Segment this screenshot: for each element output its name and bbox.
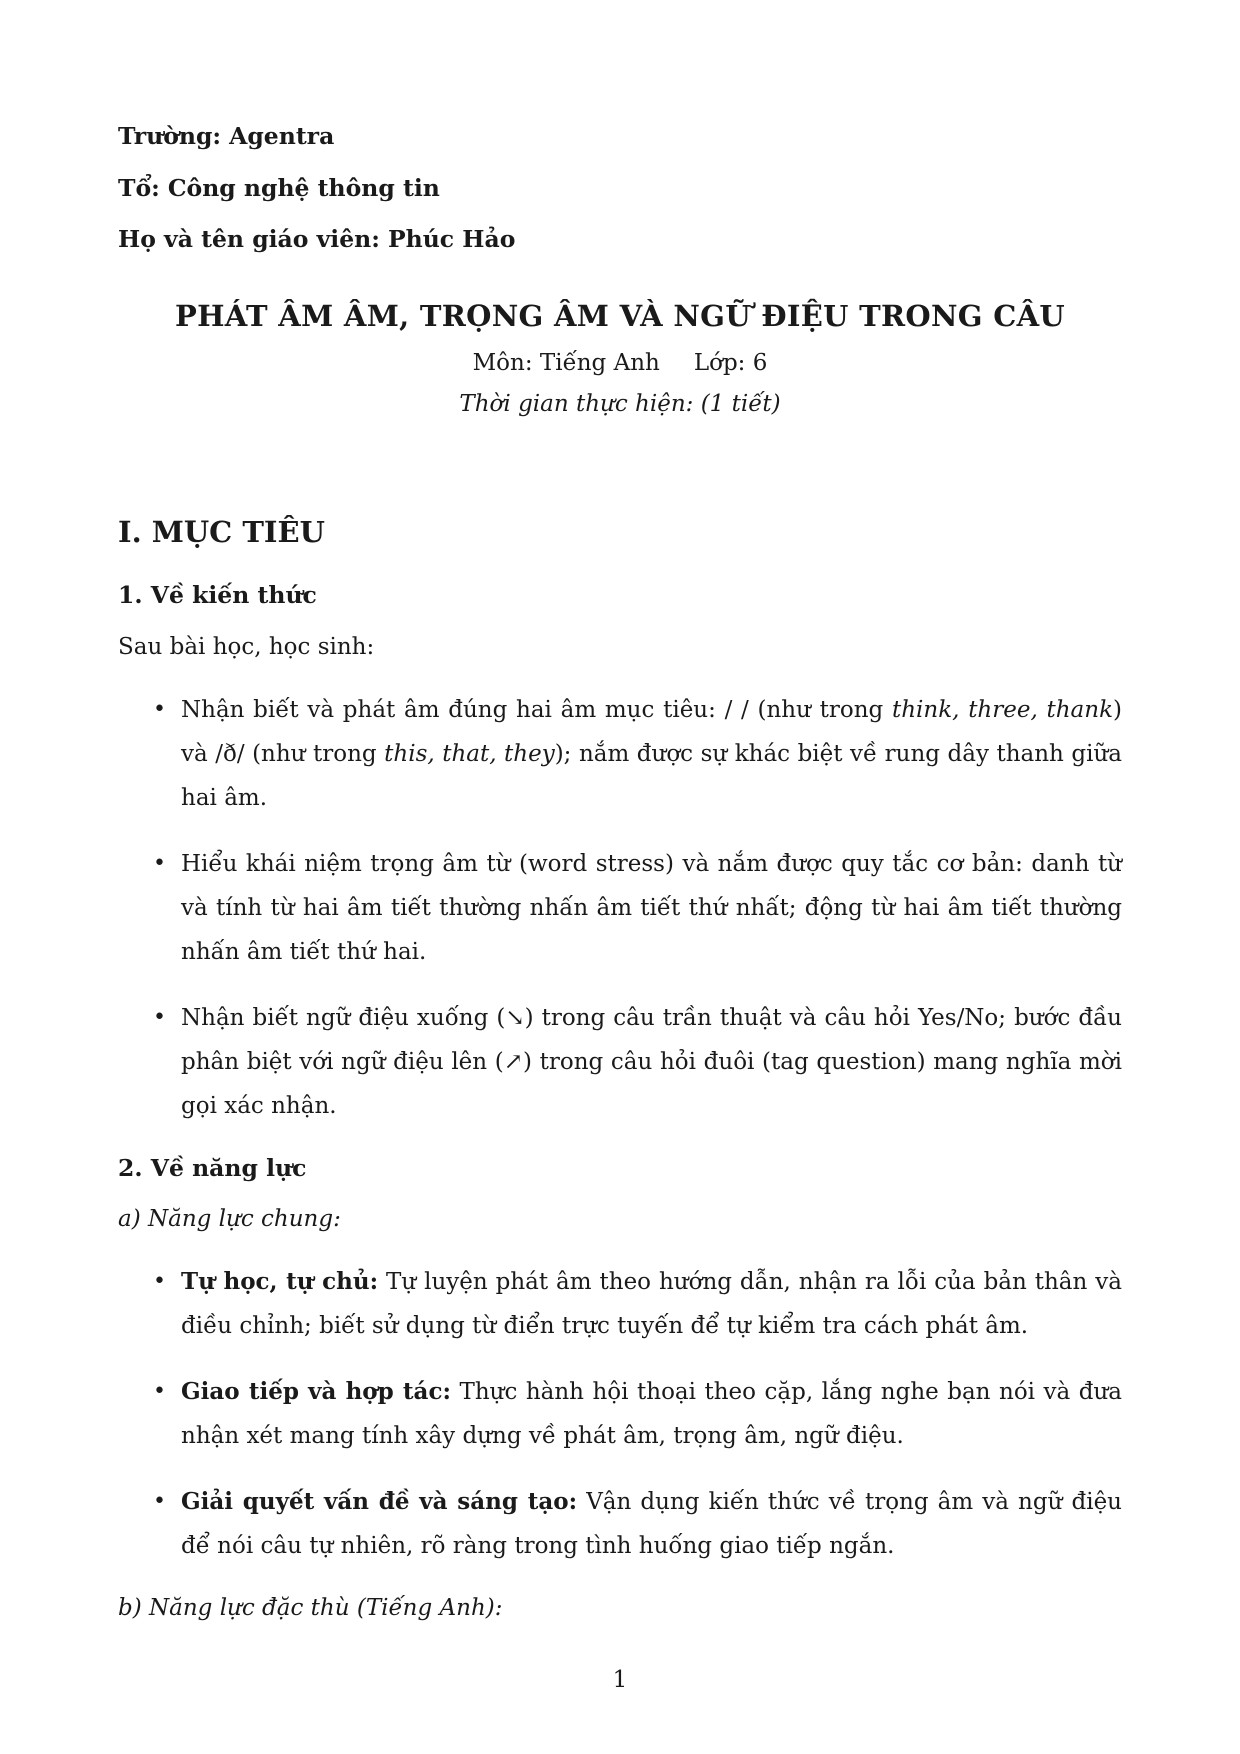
- bullet-icon: •: [153, 1268, 166, 1294]
- subsection-heading-knowledge: 1. Về kiến thức: [118, 581, 317, 610]
- subject-grade-line: [118, 345, 1122, 382]
- bullet-icon: •: [153, 1004, 166, 1030]
- competence-list: [118, 1260, 1122, 1568]
- bullet-icon: •: [153, 850, 166, 876]
- subject-value: Tiếng Anh: [539, 350, 660, 377]
- list-item: • Giải quyết vấn đề và sáng tạo: Vận dụng kiến thức về trọng âm và ngữ điệu để nói câu tự nhiên, rõ ràng trong tình huống giao tiếp ngắn.: [181, 1480, 1122, 1568]
- list-item: • Giao tiếp và hợp tác: Thực hành hội thoại theo cặp, lắng nghe bạn nói và đưa nhận xét mang tính xây dựng về phát âm, trọng âm, ngữ điệu.: [181, 1370, 1122, 1458]
- school-line: [118, 118, 1122, 156]
- specific-competence-heading: b) Năng lực đặc thù (Tiếng Anh):: [118, 1594, 503, 1621]
- school-label: Trường:: [118, 122, 222, 150]
- grade-label: Lớp:: [693, 350, 746, 377]
- team-label: Tổ:: [118, 173, 160, 202]
- school-value: Agentra: [229, 122, 335, 150]
- page-number: 1: [612, 1667, 628, 1693]
- subsection-heading-competence: 2. Về năng lực: [118, 1153, 307, 1182]
- bullet-icon: •: [153, 1488, 166, 1514]
- subject-label: Môn:: [472, 350, 533, 377]
- list-item: • Nhận biết và phát âm đúng hai âm mục tiêu: / / (như trong think, three, thank) và /ð/ (như trong this, that, they); nắm được sự khác biệt về rung dây thanh giữa hai âm.: [181, 688, 1122, 820]
- general-competence-heading: a) Năng lực chung:: [118, 1206, 341, 1233]
- teacher-label: Họ và tên giáo viên:: [118, 225, 380, 254]
- team-line: [118, 170, 1122, 208]
- duration-line: Thời gian thực hiện: (1 tiết): [459, 390, 781, 417]
- teacher-line: [118, 221, 1122, 259]
- knowledge-list: [118, 688, 1122, 1128]
- lesson-title: PHÁT ÂM ÂM, TRỌNG ÂM VÀ NGỮ ĐIỆU TRONG CÂU: [175, 298, 1065, 333]
- list-item: • Nhận biết ngữ điệu xuống (↘) trong câu trần thuật và câu hỏi Yes/No; bước đầu phân biệt với ngữ điệu lên (↗) trong câu hỏi đuôi (tag question) mang nghĩa mời gọi xác nhận.: [181, 996, 1122, 1128]
- list-item: • Tự học, tự chủ: Tự luyện phát âm theo hướng dẫn, nhận ra lỗi của bản thân và điều chỉnh; biết sử dụng từ điển trực tuyến để tự kiểm tra cách phát âm.: [181, 1260, 1122, 1348]
- bullet-icon: •: [153, 1378, 166, 1404]
- team-value: Công nghệ thông tin: [167, 173, 440, 202]
- grade-value: 6: [752, 350, 768, 377]
- teacher-value: Phúc Hảo: [387, 225, 516, 254]
- knowledge-intro: Sau bài học, học sinh:: [118, 633, 375, 660]
- list-item: • Hiểu khái niệm trọng âm từ (word stress) và nắm được quy tắc cơ bản: danh từ và tính từ hai âm tiết thường nhấn âm tiết thứ nhất; động từ hai âm tiết thường nhấn âm tiết thứ hai.: [181, 842, 1122, 974]
- bullet-icon: •: [153, 696, 166, 722]
- section-heading-objectives: I. MỤC TIÊU: [118, 514, 325, 549]
